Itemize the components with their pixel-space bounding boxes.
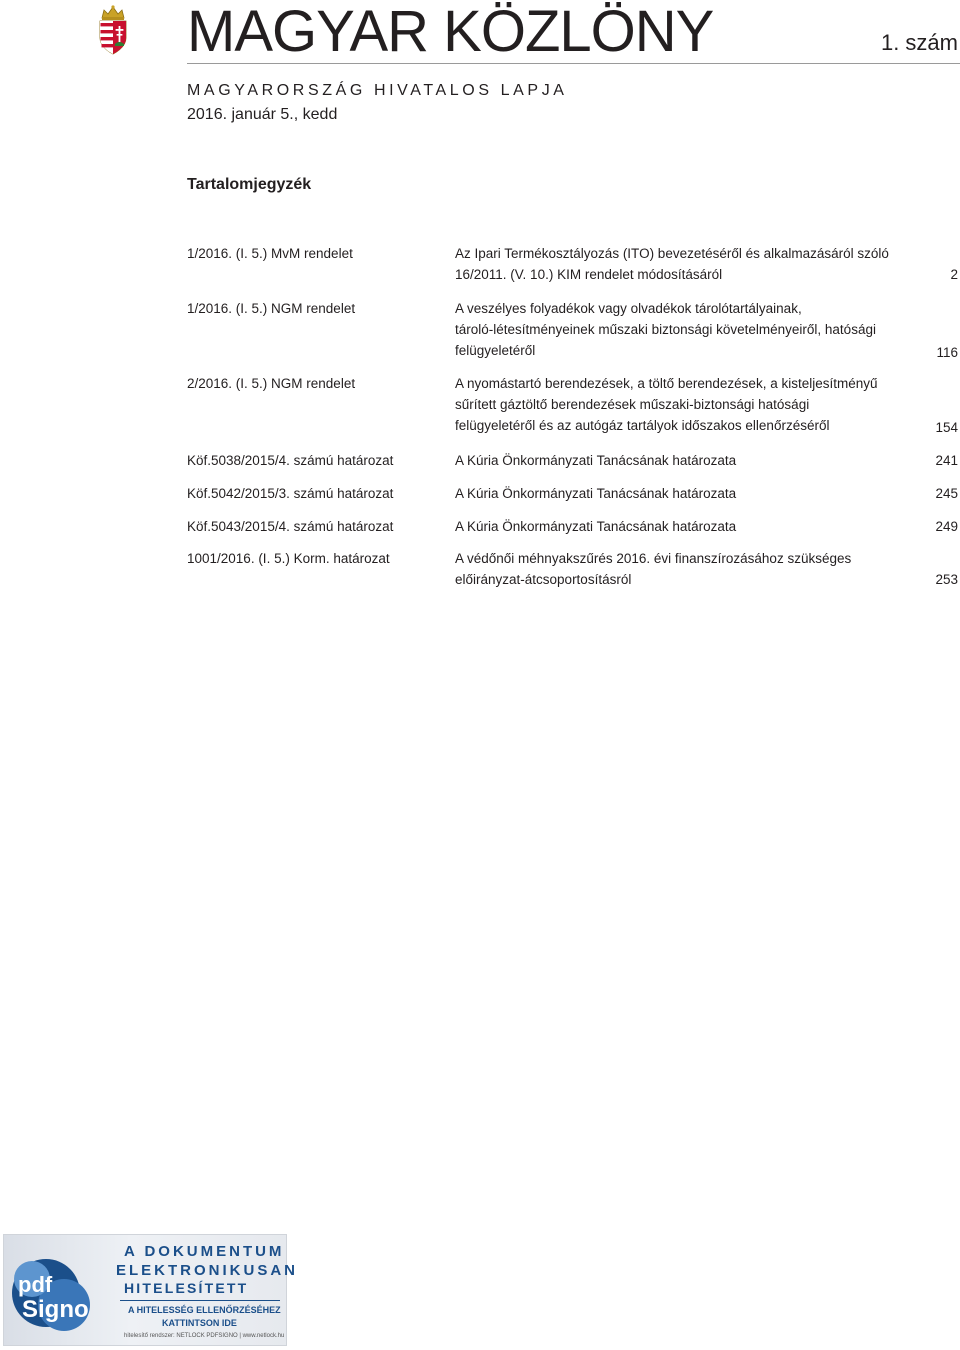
toc-entry-page: 2 bbox=[950, 267, 958, 282]
toc-entry-page: 245 bbox=[935, 486, 958, 501]
badge-verify-text: A HITELESSÉG ELLENŐRZÉSÉHEZ bbox=[128, 1305, 281, 1315]
toc-entry-reference: 1001/2016. (I. 5.) Korm. határozat bbox=[187, 551, 390, 566]
pdfsigno-logo-icon bbox=[6, 1245, 110, 1337]
toc-entry-title-line: előirányzat-átcsoportosításról bbox=[455, 572, 632, 587]
toc-entry-reference: 2/2016. (I. 5.) NGM rendelet bbox=[187, 376, 356, 391]
badge-click-here-link[interactable]: KATTINTSON IDE bbox=[162, 1318, 237, 1328]
toc-entry-page: 241 bbox=[935, 453, 958, 468]
badge-line-3: HITELESÍTETT bbox=[124, 1280, 249, 1296]
toc-entry-reference: Köf.5042/2015/3. számú határozat bbox=[187, 486, 394, 501]
authentication-badge[interactable] bbox=[3, 1234, 299, 1346]
publication-subtitle: MAGYARORSZÁG HIVATALOS LAPJA bbox=[187, 82, 568, 99]
toc-entry-title-line: A védőnői méhnyakszűrés 2016. évi finanszírozásához szükséges bbox=[455, 551, 852, 566]
badge-line-2: ELEKTRONIKUSAN bbox=[116, 1262, 299, 1279]
toc-entry-reference: 1/2016. (I. 5.) MvM rendelet bbox=[187, 246, 353, 261]
toc-entry-title-line: A veszélyes folyadékok vagy olvadékok tárolótartályainak, bbox=[455, 301, 802, 316]
toc-entry-title bbox=[455, 243, 895, 285]
logo-text-top: pdf bbox=[18, 1272, 53, 1297]
toc-entry-title bbox=[455, 483, 895, 504]
toc-entry-page: 116 bbox=[936, 345, 958, 360]
toc-entry-title-line: A nyomástartó berendezések, a töltő berendezések, a kisteljesítményű bbox=[455, 376, 878, 391]
toc-entry-reference: Köf.5043/2015/4. számú határozat bbox=[187, 519, 394, 534]
publication-date: 2016. január 5., kedd bbox=[187, 106, 338, 123]
toc-entry-title-line: sűrített gáztöltő berendezések műszaki-biztonsági hatósági bbox=[455, 397, 810, 412]
toc-entry-title-line: Az Ipari Termékosztályozás (ITO) bevezetéséről és alkalmazásáról szóló bbox=[455, 246, 889, 261]
toc-entry-title bbox=[455, 516, 895, 537]
toc-entry-title-line: felügyeletéről bbox=[455, 343, 536, 358]
badge-line-1: A DOKUMENTUM bbox=[124, 1243, 285, 1260]
toc-entry-title-line: A Kúria Önkormányzati Tanácsának határozata bbox=[455, 519, 737, 534]
toc-entry-reference: 1/2016. (I. 5.) NGM rendelet bbox=[187, 301, 356, 316]
coat-of-arms-icon bbox=[96, 4, 130, 56]
publication-title: MAGYAR KÖZLÖNY bbox=[187, 0, 714, 64]
toc-entry-page: 253 bbox=[935, 572, 958, 587]
badge-footer: hitelesítő rendszer: NETLOCK PDFSIGNO | www.netlock.hu bbox=[124, 1333, 285, 1339]
toc-entry-title-line: 16/2011. (V. 10.) KIM rendelet módosításáról bbox=[455, 267, 723, 282]
issue-number: 1. szám bbox=[880, 30, 958, 55]
badge-divider bbox=[120, 1300, 280, 1301]
toc-entry-title bbox=[455, 298, 895, 361]
toc-entry-page: 154 bbox=[935, 420, 958, 435]
toc-entry-title bbox=[455, 548, 895, 590]
toc-heading: Tartalomjegyzék bbox=[187, 176, 312, 193]
toc-entry-title bbox=[455, 373, 895, 436]
toc-entry-title-line: A Kúria Önkormányzati Tanácsának határozata bbox=[455, 486, 737, 501]
logo-text-bottom: Signo bbox=[22, 1296, 89, 1323]
header-divider bbox=[187, 63, 960, 64]
toc-entry-title-line: tároló-létesítményeinek műszaki biztonsági követelményeiről, hatósági bbox=[455, 322, 876, 337]
toc-entry-title-line: felügyeletéről és az autógáz tartályok időszakos ellenőrzéséről bbox=[455, 418, 830, 433]
toc-entry-reference: Köf.5038/2015/4. számú határozat bbox=[187, 453, 394, 468]
toc-entry-title-line: A Kúria Önkormányzati Tanácsának határozata bbox=[455, 453, 737, 468]
toc-entry-page: 249 bbox=[935, 519, 958, 534]
toc-entry-title bbox=[455, 450, 895, 471]
